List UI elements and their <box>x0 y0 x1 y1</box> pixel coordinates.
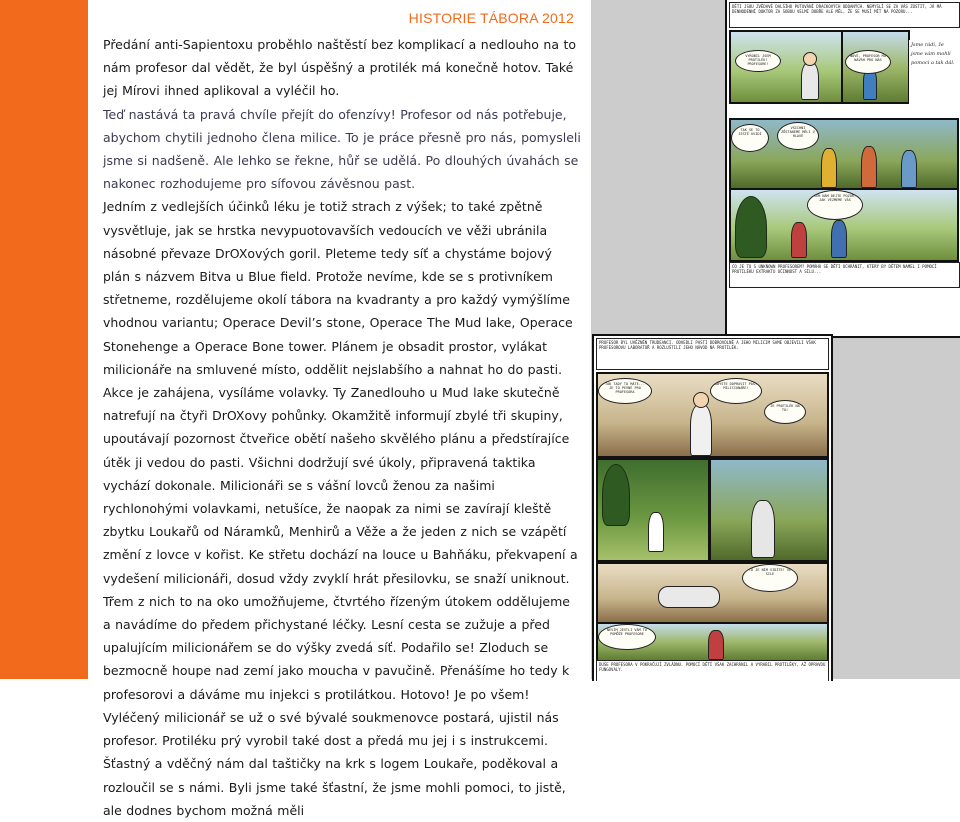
comic-bottom-bubble-5: NEVÍM JESTLI VÁM TO POMŮŽE PROFESORE <box>598 624 656 650</box>
comic-top-bubble-4: VŠICHNI ZŮSTANEME MĚLI V HLAVĚ <box>777 122 819 150</box>
child-figure-2 <box>821 148 837 188</box>
tree-shape <box>735 196 767 258</box>
comic-bottom-caption-2: DUŠE PROFESORA V POKRAČUJÍ ZVLÁDNU. POMOCÍ DĚTÍ VŠAK ZACHRÁNIL A VYRABIL PROTILÉKY, AŽ OPRAVDU FUNGOVALY. <box>596 660 829 681</box>
article-paragraph-3: Jedním z vedlejších účinků léku je totiž strach z výšek; to také zpětně vysvětluje, jak se hrstka nevypuotovavších vedoucích ve věži ubránila násobné převaze DrOXových goril. Pleteme tedy síť a chystáme bojový plán s názvem Bitva u Blue field. Protože nevíme, kde se s protivníkem střetneme, rozdělujeme okolí tábora na kvadranty a pro každý vymýšlíme vhodnou variantu; Operace Devil’s stone, Operace The Mud lake, Operace Stonehenge a Operace Bone tower. Plánem je obsadit prostor, vylákat milicionáře na smluvené místo, oddělit nejslabšího a nahnat ho do pasti. Akce je zahájena, vysíláme volavky. Ty Zanedlouho u Mud lake skutečně natrefují na čtyři DrOXovy pohůnky. Okamžitě informují zbylé tři skupiny, upoutávají pozornost čtveřice obětí našeho skvělého plánu a předstírajíce útěk ji vedou do pasti. Všichni dodržují své úkoly, připravená taktika vychází dokonale. Milicionáři se s vášní lovců ženou za našimi rychlonohými volavkami, netušíce, že naopak za nimi se zavírají kleště zbytku Loukařů od Náramků, Menhirů a Věže a že jeden z nich se vzápětí změní z lovce v kořist. Ke střetu dochází na louce u Bahňáku, překvapení a vydešení milicionáři, dosud vždy zvyklí hrát přesilovku, se snaží uniknout. Třem z nich to na oko umožňujeme, čtvrtého řízeným útokem oddělujeme a navádíme do předem přichystané léčky. Lesní cesta se zužuje a před upalujícím milicionářem se do výšky zvedá síť. Podařilo se! Zloduch se bezmocně houpe nad zemí jako moucha v pavučině. Přenášíme ho tedy k profesorovi a dáváme mu injekci s protilátkou. Hotovo! Je po všem! Vyléčený milicionář se už o své bývalé soukmenovce postará, ujistil nás profesor. Protiléku prý vyrobil také dost a předá mu jej i s instrukcemi. Šťastný a vděčný nám dal taštičky na krk s logem Loukaře, poděkoval a rozloučil se s námi. Byli jsme také šťastní, že jsme mohli pomoci, to jistě, ale dodnes bychom možná měli <box>103 199 578 818</box>
comic-bottom-bubble-4: TO JE NÍM VIDÍTE! VE SILE <box>742 564 798 592</box>
comic-top-bubble-3: TAK SE TO JEŠTĚ UVIDÍ <box>731 124 769 152</box>
comic-top-bubble-2: NOVÉ, PROFESOR MÁ NÁVRH PRO NÁS <box>845 50 891 74</box>
comic-top-caption-2: CO JE TO S UNKNOWN PROFESOREM? POMÁHÁ SE DĚTI OCHRÁNIT, KTERÝ BY DĚTEM NAMEL I POMOCÍ PROTILÉKU EXTRAKTU ÚČINNOST A SÍLU... <box>729 262 960 288</box>
running-figure <box>648 512 664 552</box>
page-title: HISTORIE TÁBORA 2012 <box>408 10 574 26</box>
child-figure-4 <box>901 150 917 188</box>
comic-bottom-panel-2 <box>596 458 710 562</box>
forest-tree <box>602 464 630 526</box>
professor-figure-2 <box>690 404 712 456</box>
comic-bottom-bubble-1: TAK TADY TO MÁTE... JE TO PEVNÉ PRO PROFESORA <box>598 378 652 404</box>
comic-top-caption-1: DĚTI JSOU ZVĚDAVÉ DALŠÍHO PUTOVÁNÍ DRACKOVÝCH ODDANÝCH. NEMYSLÍ SE ZA VÁS ZÚSTIT, JÁ MÁ DENNODENNÍ DOKTOR ZA SOBOU VELMI DOBŘE ALE MĚL, ŽE SE MUSÍ MÍT NA POZORU... <box>729 2 960 28</box>
comic-top-note: Jsme rádi, že jsme vám mohli pomoci a tak dál. <box>909 40 959 118</box>
comic-top-bubble-1: VYROBIL JSEM PROTILÉK! PROFESORE! <box>735 50 781 72</box>
orange-side-bar <box>0 0 88 679</box>
comic-bottom-bubble-3: JE PROTILÉK NA TO! <box>764 400 806 424</box>
professor-head-2 <box>693 392 709 408</box>
child-figure-5 <box>791 222 807 258</box>
article-body <box>103 33 581 822</box>
professor-head <box>803 52 817 66</box>
article-paragraph-1: Předání anti-Sapientoxu proběhlo naštěstí bez komplikací a nedlouho na to nám profesor dal vědět, že byl úspěšný a protilék má konečně hotov. Také jej Mírovi ihned aplikoval a vyléčil ho. <box>103 37 577 99</box>
child-figure-3 <box>861 146 877 188</box>
bandaged-figure <box>751 500 775 558</box>
child-figure-6 <box>831 220 847 258</box>
comic-page-bottom <box>592 334 833 681</box>
comic-bottom-caption-1: PROFESOR BYL UVĚZNĚN TRUDEANCI. ODVEDLI PASTI DOBROVOLNĚ A JEHO MILICIM SAME OBJEVILI VŠAK PROFESOROVU LABORATOŘ A ROZLUŠTILI JEHO NÁVOD NA PROTILÉK. <box>596 338 829 370</box>
comic-bottom-bubble-2: ABYSTE DOPRAVIT PÁST MILICIONÁŘE! <box>710 378 762 404</box>
comic-bottom-panel-3 <box>709 458 829 562</box>
comic-top-bubble-5: SEM NÁM DEJTE POZOR, JAK VEZMEME VÁS <box>807 190 863 220</box>
resting-figure <box>658 586 720 608</box>
group-figure <box>708 630 724 660</box>
comic-page-top <box>725 0 960 338</box>
professor-figure <box>801 62 819 100</box>
article-paragraph-2: Teď nastává ta pravá chvíle přejít do ofenzívy! Profesor od nás potřebuje, abychom chytili jednoho člena milice. To je práce přesně pro nás, pomysleli jsme si nadšeně. Ale lehko se řekne, hůř se udělá. Po dlouhých úvahách se nakonec rozhodujeme pro sífovou závěsnou past. <box>103 106 581 192</box>
